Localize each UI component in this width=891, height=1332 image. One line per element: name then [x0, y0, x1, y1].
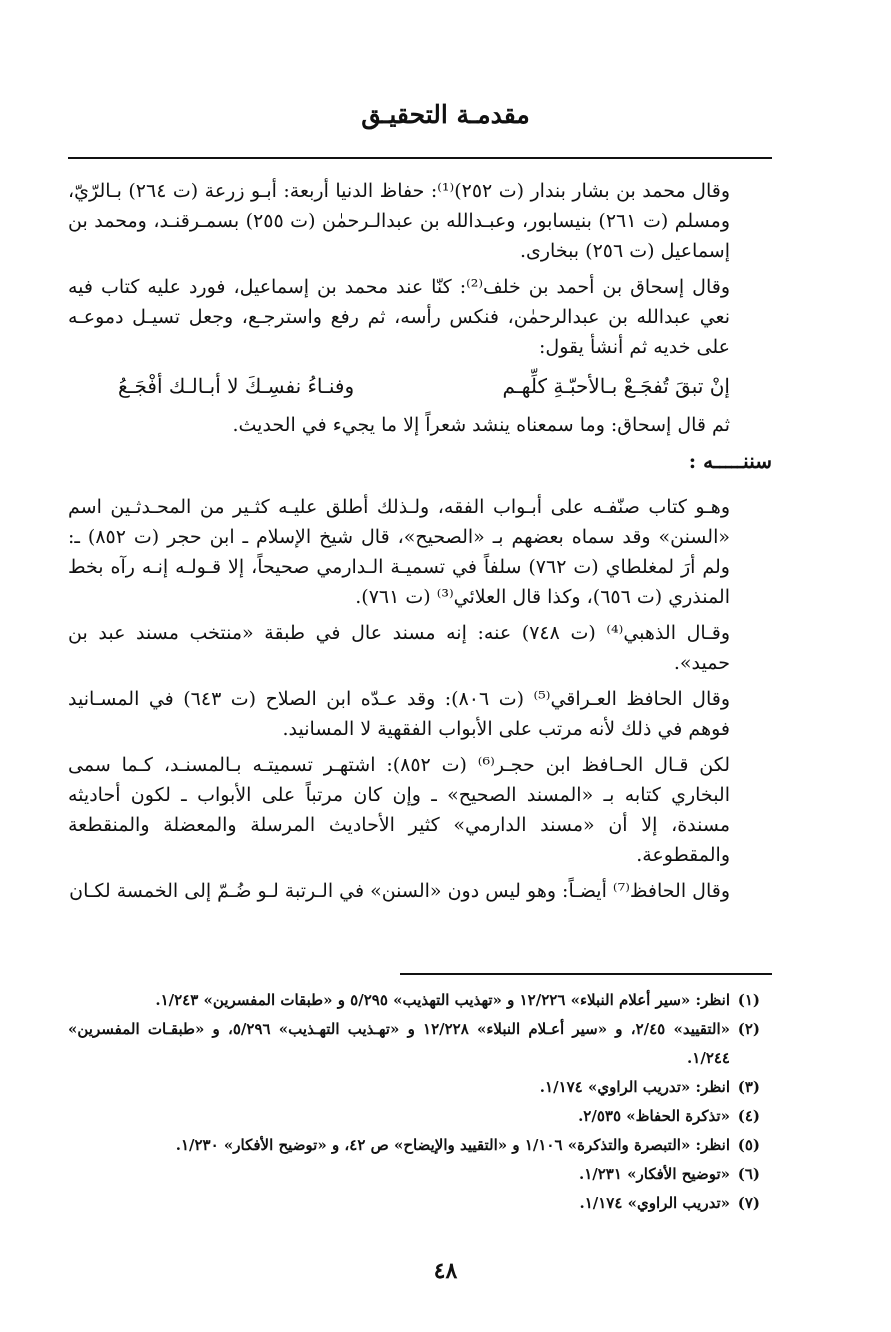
footnote-text: «توضيح الأفكار» ١/٢٣١. — [578, 1165, 730, 1183]
footnote-number: (٤) — [737, 1107, 760, 1125]
page-number: ٤٨ — [433, 1258, 458, 1284]
footnote-text: «تدريب الراوي» ١/١٧٤. — [579, 1194, 730, 1212]
paragraph-dhahabi: وقـال الذهبي⁽⁴⁾ (ت ٧٤٨) عنه: إنه مسند عال في طبقة «منتخب مسند عبد بن حميد». — [68, 622, 731, 674]
footnote-text: انظر: «سير أعلام النبلاء» ١٢/٢٢٦ و «تهذيب التهذيب» ٥/٢٩٥ و «طبقات المفسرين» ١/٢٤٣. — [155, 991, 730, 1009]
paragraph-hafiz-also: وقال الحافظ⁽⁷⁾ أيضـاً: وهو ليس دون «السنن» في الـرتبة لـو ضُـمّ إلى الخمسة لكـان — [69, 880, 730, 902]
paragraph-sunan-description: وهـو كتاب صنّفـه على أبـواب الفقه، ولـذلك أطلق عليـه كثـير من المحـدثـين اسم «السنن» وقد سماه بعضهم بـ «الصحيح»، قال شيخ الإسلام ـ ابن حجر (ت ٨٥٢) ـ: ولم أرَ لمغلطاي (ت ٧٦٢) سلفاً في تسميـة الـدارمي صحيحاً، إلا قـولـه إنـه رآه بخط المنذري (ت ٦٥٦)، وكذا قال العلائي⁽³⁾ (ت ٧٦١). — [68, 496, 730, 608]
paragraph-ishaq-comment: ثم قال إسحاق: وما سمعناه ينشد شعراً إلا ما يجيء في الحديث. — [232, 414, 730, 436]
header-divider — [68, 157, 772, 159]
verse-second-hemistich: وفنـاءُ نفسِـكَ لا أبـالـك أفْجَـعُ — [118, 374, 355, 398]
footnote-number: (٥) — [737, 1136, 760, 1154]
footnote-text: انظر: «التبصرة والتذكرة» ١/١٠٦ و «التقييد والإيضاح» ص ٤٢، و «توضيح الأفكار» ١/٢٣٠. — [175, 1136, 730, 1154]
footnotes — [68, 986, 772, 1218]
footnote-number: (٣) — [737, 1078, 760, 1096]
paragraph-ibn-hajar: لكن قـال الحـافظ ابن حجـر⁽⁶⁾ (ت ٨٥٢): اشتهـر تسميتـه بـالمسنـد، كـما سمى البخاري كتابه بـ «المسند الصحيح» ـ وإن كان مرتباً على الأبواب ـ لكون أحاديثه مسندة، إلا أن «مسند الدارمي» كثير الأحاديث المرسلة والمعضلة والمنقطعة والمقطوعة. — [68, 754, 731, 866]
footnote — [68, 1160, 772, 1189]
poem-verse — [68, 368, 772, 404]
paragraph-ishaq-quote: وقال إسحاق بن أحمد بن خلف⁽²⁾: كنّا عند محمد بن إسماعيل، فورد عليه كتاب فيه نعي عبدالله بن عبدالرحمٰن، فنكس رأسه، ثم رفع واسترجـع، وجعل تسيـل دموعـه على خديه ثم أنشأ يقول: — [68, 276, 730, 358]
page-header-title: مقدمـة التحقيـق — [361, 100, 530, 129]
paragraph-bundar-quote: وقال محمد بن بشار بندار (ت ٢٥٢)⁽¹⁾: حفاظ الدنيا أربعة: أبـو زرعة (ت ٢٦٤) بـالرّيّ، ومسلم (ت ٢٦١) بنيسابور، وعبـدالله بن عبدالـرحمٰن (ت ٢٥٥) بسمـرقنـد، ومحمد بن إسماعيل (ت ٢٥٦) ببخارى. — [68, 180, 730, 262]
footnote — [68, 1015, 772, 1073]
verse-first-hemistich: إنْ تبقَ تُفجَـعْ بـالأحبّـةِ كلِّهـم — [502, 374, 730, 398]
footnote — [68, 986, 772, 1015]
footnote — [68, 1131, 772, 1160]
footnote — [68, 1189, 772, 1218]
footnote-number: (٢) — [737, 1020, 760, 1038]
section-heading: سننـــــه : — [688, 449, 772, 473]
footnote-text: انظر: «تدريب الراوي» ١/١٧٤. — [539, 1078, 730, 1096]
footnote — [68, 1102, 772, 1131]
footnote-number: (١) — [737, 991, 760, 1009]
paragraph-iraqi: وقال الحافظ العـراقي⁽⁵⁾ (ت ٨٠٦): وقد عـدّه ابن الصلاح (ت ٦٤٣) في المسـانيد فوهم في ذلك لأنه مرتب على الأبواب الفقهية لا المسانيد. — [68, 688, 731, 740]
footnote-number: (٧) — [737, 1194, 760, 1212]
footnote-number: (٦) — [737, 1165, 760, 1183]
footnote — [68, 1073, 772, 1102]
footnote-text: «تذكرة الحفاظ» ٢/٥٣٥. — [578, 1107, 730, 1125]
footnote-text: «التقييد» ٢/٤٥، و «سير أعـلام النبلاء» ١٢/٢٢٨ و «تهـذيب التهـذيب» ٥/٢٩٦، و «طبقـات المفسرين» ١/٢٤٤. — [68, 1020, 730, 1067]
main-text — [68, 176, 772, 912]
footnote-divider — [400, 973, 772, 975]
